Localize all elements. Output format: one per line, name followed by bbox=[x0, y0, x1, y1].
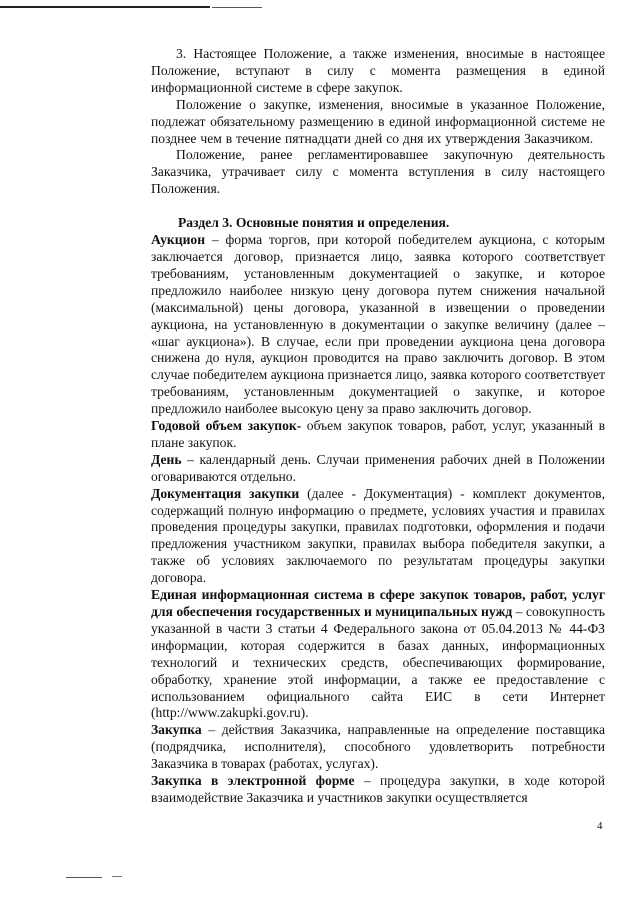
bottom-scan-mark bbox=[112, 876, 122, 877]
top-rule-segment bbox=[212, 7, 262, 8]
definition-text: – процедура закупки, в ходе которой взаимодействие Заказчика и участников закупки осуществляется bbox=[151, 773, 606, 805]
definition-term: День bbox=[151, 451, 182, 467]
definition-term: Закупка bbox=[151, 722, 202, 738]
definition-auction bbox=[151, 232, 605, 418]
page-number: 4 bbox=[597, 820, 603, 832]
definition-electronic-procurement bbox=[151, 773, 605, 807]
definition-procurement bbox=[151, 722, 605, 773]
definition-annual-volume bbox=[151, 418, 605, 452]
definition-term: Годовой объем закупок- bbox=[151, 418, 302, 434]
definition-text: – действия Заказчика, направленные на определение поставщика (подрядчика, исполнителя), способного удовлетворить потребности Заказчика в товарах (работах, услугах). bbox=[151, 722, 605, 772]
bottom-scan-mark bbox=[66, 877, 102, 878]
definition-day bbox=[151, 452, 605, 486]
definition-text: – форма торгов, при которой победителем аукциона, с которым заключается договор, признается лицо, заявка которого соответствует требованиям, установленным документацией о закупке, и которое предложило наиболее низкую цену договора путем снижения начальной (максимальной) цены договора, указанной в извещении о проведении аукциона, на установленную в документации о закупке величину (далее – «шаг аукциона»). В случае, если при проведении аукциона цена договора снижена до нуля, аукцион проводится на право заключить договор. В этом случае победителем аукциона признается лицо, заявка которого соответствует требованиям, установленным документацией о закупке, и которое предложило наиболее высокую цену за право заключить договор. bbox=[151, 232, 605, 417]
document-page bbox=[151, 46, 605, 807]
definition-documentation bbox=[151, 486, 605, 587]
definition-term: Единая информационная система в сфере закупок товаров, работ, услуг для обеспечения государственных и муниципальных нужд bbox=[151, 587, 605, 619]
top-rule-segment bbox=[0, 6, 210, 8]
intro-paragraph: Положение о закупке, изменения, вносимые в указанное Положение, подлежат обязательному размещению в единой информационной системе не позднее чем в течение пятнадцати дней со дня их утверждения Заказчиком. bbox=[151, 96, 605, 146]
definition-term: Аукцион bbox=[151, 232, 206, 248]
definition-eis bbox=[151, 587, 605, 722]
intro-paragraph: Положение, ранее регламентировавшее закупочную деятельность Заказчика, утрачивает силу с момента вступления в силу настоящего Положения. bbox=[151, 147, 605, 197]
definition-text: – календарный день. Случаи применения рабочих дней в Положении оговариваются отдельно. bbox=[151, 451, 605, 484]
definition-term: Документация закупки bbox=[151, 485, 300, 501]
definition-text: (далее - Документация) - комплект документов, содержащий полную информацию о предмете, условиях участия и правилах проведения процедуры закупки, правилах подготовки, оформления и подачи предложения участником закупки, правилах выбора победителя закупки, а также об условиях заключаемого по результатам процедуры закупки договора. bbox=[151, 485, 605, 586]
section-heading: Раздел 3. Основные понятия и определения. bbox=[178, 215, 450, 231]
intro-paragraph: 3. Настоящее Положение, а также изменения, вносимые в настоящее Положение, вступают в силу с момента размещения в единой информационной системе в сфере закупок. bbox=[151, 46, 605, 95]
definition-text: объем закупок товаров, работ, услуг, указанный в плане закупок. bbox=[151, 418, 605, 450]
definition-term: Закупка в электронной форме bbox=[151, 773, 355, 789]
definition-text: – совокупность указанной в части 3 статьи 4 Федерального закона от 05.04.2013 № 44-ФЗ информации, которая содержится в базах данных, информационных технологий и технических средств, обеспечивающих формирование, обработку, хранение этой информации, а также ее предоставление с использованием официального сайта ЕИС в сети Интернет (http://www.zakupki.gov.ru). bbox=[151, 604, 605, 721]
top-scan-rule bbox=[0, 0, 640, 12]
